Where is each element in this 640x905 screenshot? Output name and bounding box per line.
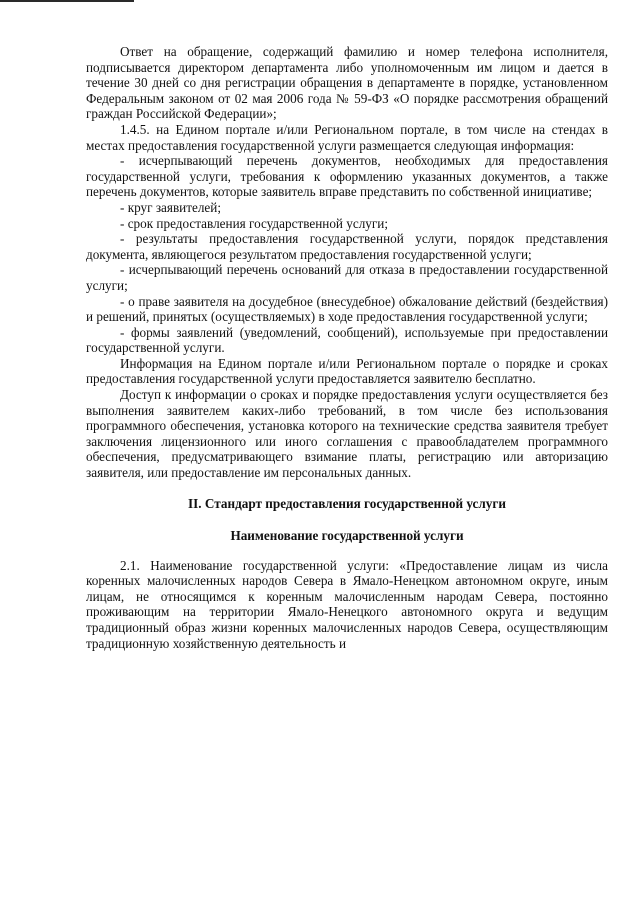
paragraph-free-info: Информация на Едином портале и/или Региональном портале о порядке и сроках предоставления государственной услуги предоставляется заявителю бесплатно. xyxy=(86,355,608,387)
scan-edge-mark xyxy=(0,0,134,2)
paragraph-2-1: 2.1. Наименование государственной услуги: «Предоставление лицам из числа коренных малочисленных народов Севера в Ямало-Ненецком автономном округе, иным лицам, не относящимся к коренным малочисленным народам Севера, постоянно проживающим на территории Ямало-Ненецкого автономного округа и ведущим традиционный образ жизни коренных малочисленных народов Севера, осуществляющим традиционную хозяйственную деятельность и xyxy=(86,557,608,651)
list-item-applicants: - круг заявителей; xyxy=(120,199,221,215)
list-item-results: - результаты предоставления государственной услуги, порядок представления документа, являющегося результатом предоставления государственной услуги; xyxy=(86,231,608,262)
list-item-forms: - формы заявлений (уведомлений, сообщений), используемые при предоставлении государственной услуги. xyxy=(86,324,608,356)
paragraph-1-4-5: 1.4.5. на Едином портале и/или Региональном портале, в том числе на стендах в местах предоставления государственной услуги размещается следующая информация: xyxy=(86,121,608,153)
list-item-documents: - исчерпывающий перечень документов, необходимых для предоставления государственной услуги, требования к оформлению указанных документов, а также перечень документов, которые заявитель вправе представить по собственной инициативе; xyxy=(86,153,608,200)
list-item-appeal-right: - о праве заявителя на досудебное (внесудебное) обжалование действий (бездействия) и решений, принятых (осуществляемых) в ходе предоставления государственной услуги; xyxy=(86,293,608,325)
list-item-term: - срок предоставления государственной услуги; xyxy=(120,215,389,231)
section-heading: II. Стандарт предоставления государственной услуги xyxy=(188,495,506,511)
document-page xyxy=(86,44,608,651)
paragraph-response-signing: Ответ на обращение, содержащий фамилию и номер телефона исполнителя, подписывается директором департамента либо уполномоченным им лицом и дается в течение 30 дней со дня регистрации обращения в департаменте в порядке, установленном Федеральным законом от 02 мая 2006 года № 59-ФЗ «О порядке рассмотрения обращений граждан Российской Федерации»; xyxy=(86,44,608,122)
paragraph-access: Доступ к информации о сроках и порядке предоставления услуги осуществляется без выполнения заявителем каких-либо требований, в том числе без использования программного обеспечения, установка которого на технические средства заявителя требует заключения лицензионного или иного соглашения с правообладателем программного обеспечения, предусматривающего взимание платы, регистрацию или авторизацию заявителя, или предоставление им персональных данных. xyxy=(86,387,608,481)
subsection-heading: Наименование государственной услуги xyxy=(230,527,464,543)
list-item-refusal-grounds: - исчерпывающий перечень оснований для отказа в предоставлении государственной услуги; xyxy=(86,262,608,293)
